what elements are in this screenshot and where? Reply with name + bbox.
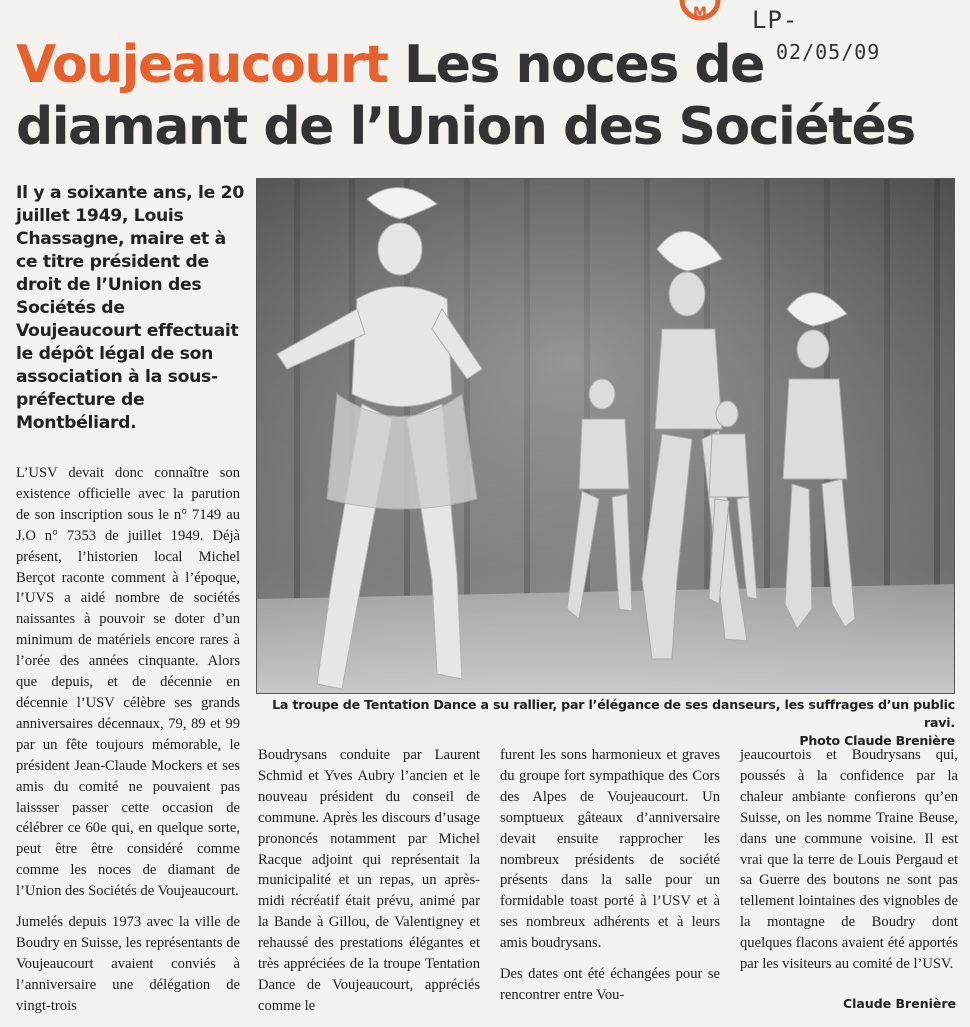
article-column-1 [16, 463, 240, 1027]
paragraph: Boudrysans conduite par Laurent Schmid et Yves Aubry l’ancien et le nouveau président du conseil de commune. Après les discours d’usage prononcés notamment par Michel Racque adjoint qui représentait la municipalité et un repas, un après-midi récréatif était prévu, animé par la Bande à Gillou, de Valentigney et rehaussé des prestations élégantes et très appréciées de la troupe Tentation Dance de Voujeaucourt, appréciés comme le [258, 747, 480, 1014]
handwritten-date: 02/05/09 [776, 40, 881, 64]
paragraph: jeaucourtois et Boudrysans qui, poussés à la confidence par la chaleur ambiante confierons qu’en Suisse, on les nomme Traine Beuse, dans une commune voisine. Il est vrai que la terre de Louis Pergaud et sa Guerre des boutons ne sont pas tellement lointaines des vignobles de la montagne de Boudry dont quelques flacons avaient été apportés par les visiteurs au comité de l’USV. [740, 747, 958, 973]
photo-caption [256, 696, 955, 750]
paragraph: L’USV devait donc connaître son existence officielle avec la parution de son inscription sous le n° 7149 au J.O n° 7353 de juillet 1949. Déjà présent, l’historien local Michel Berçot raconte comment à l’époque, l’UVS a aidé nombre de sociétés naissantes à pouvoir se doter d’un minimum de matériels encore rares à l’orée des années cinquante. Alors que depuis, et de décennie en décennie l’USV célèbre ses grands anniversaires décennaux, 79, 89 et 99 par un fête toujours mémorable, le président Jean-Claude Mockers et ses amis du comité ne pouvaient pas laissser passer cette occasion de célébrer ce 60e qui, en quelque sorte, peut être être considéré comme comme les noces de diamant de l’Union des Sociétés de Voujeaucourt. [16, 465, 240, 900]
headline-title: Les noces de diamant de l’Union des Sociétés [16, 35, 915, 157]
svg-text:M: M [693, 5, 707, 21]
article-column-4 [740, 745, 958, 985]
newspaper-logo-icon [676, 0, 724, 26]
paragraph: Jumelés depuis 1973 avec la ville de Boudry en Suisse, les représentants de Voujeaucourt avaient conviés à l’anniversaire une délégation de vingt-trois [16, 914, 240, 1014]
headline-kicker: Voujeaucourt [16, 35, 388, 95]
paragraph: Des dates ont été échangées pour se rencontrer entre Vou- [500, 966, 720, 1003]
handwritten-initials: LP- [752, 6, 799, 34]
dancers-photo-image [257, 179, 955, 694]
author-signature: Claude Brenière [842, 996, 956, 1011]
headline [16, 34, 956, 158]
article-lead: Il y a soixante ans, le 20 juillet 1949, Louis Chassagne, maire et à ce titre président de droit de l’Union des Sociétés de Voujeaucourt effectuait le dépôt légal de son association à la sous-préfecture de Montbéliard. [16, 183, 244, 433]
article-column-3 [500, 745, 720, 1016]
article-photo [256, 178, 955, 694]
caption-text: La troupe de Tentation Dance a su rallier, par l’élégance de ses danseurs, les suffrages d’un public ravi. [272, 697, 955, 730]
article-column-2 [258, 745, 480, 1027]
photo-credit: Photo Claude Brenière [799, 733, 955, 748]
paragraph: furent les sons harmonieux et graves du groupe fort sympathique des Cors des Alpes de Voujeaucourt. Un somptueux gâteaux d’anniversaire devait ensuite rapprocher les nombreux présidents de société présents dans la salle pour un formidable toast porté à l’USV et à ses nombreux adhérents et à leurs amis boudrysans. [500, 747, 720, 952]
